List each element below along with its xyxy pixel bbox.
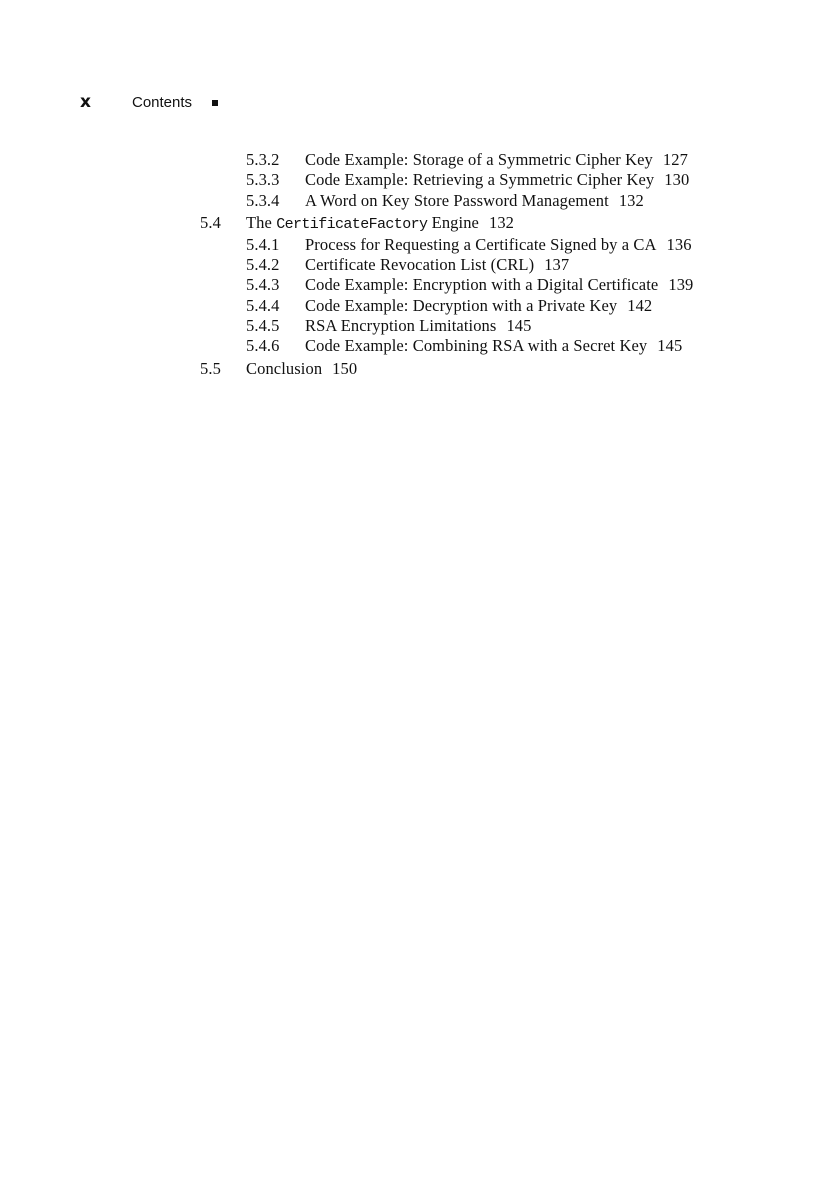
toc-entry-title: RSA Encryption Limitations [305,316,497,336]
toc-entry-title-suffix: Engine [427,212,479,232]
toc-entry-body [305,191,644,211]
toc-entry-number: 5.4.3 [246,275,280,295]
toc-entry-5-4-1 [0,235,840,255]
toc-entry-body [305,170,689,190]
toc-entry-title: Code Example: Storage of a Symmetric Cipher Key [305,150,653,169]
toc-entry-5-3-4 [0,191,840,211]
toc-entry-5-4-4 [0,296,840,316]
toc-entry-5-3-3 [0,170,840,190]
toc-entry-number: 5.5 [200,358,221,378]
page-number: x [80,92,91,112]
toc-entry-title: Certificate Revocation List (CRL) [305,255,535,275]
toc-entry-body [305,296,652,316]
toc-entry-body [305,275,693,295]
toc-entry-page: 132 [618,190,644,210]
toc-entry-number: 5.3.4 [246,190,280,210]
table-of-contents [0,150,840,381]
toc-entry-page: 132 [488,212,515,232]
toc-entry-page: 145 [506,316,532,336]
toc-entry-page: 142 [627,295,653,315]
toc-entry-5-4 [0,211,840,235]
toc-entry-5-4-5 [0,316,840,336]
toc-entry-body [305,235,692,255]
toc-entry-title: Code Example: Combining RSA with a Secret Key [305,336,648,356]
toc-entry-body [305,255,569,275]
toc-entry-number: 5.3.2 [246,150,280,169]
toc-entry-number: 5.4.5 [246,316,280,336]
toc-entry-title: A Word on Key Store Password Management [305,190,609,210]
toc-entry-title: Conclusion [246,358,323,378]
toc-entry-body [305,316,532,336]
toc-entry-page: 139 [668,275,694,295]
toc-entry-page: 130 [664,170,690,190]
toc-entry-body [246,357,357,381]
toc-entry-body [246,211,514,237]
toc-entry-body [305,150,688,170]
toc-entry-title: Code Example: Encryption with a Digital Certificate [305,275,659,295]
running-head-title: Contents [132,94,193,111]
toc-entry-number: 5.3.3 [246,170,280,190]
toc-entry-5-3-2 [0,150,840,170]
toc-entry-number: 5.4.6 [246,336,280,356]
toc-entry-5-5 [0,357,840,381]
toc-entry-number: 5.4.4 [246,295,280,315]
toc-entry-number: 5.4 [200,212,221,232]
toc-entry-number: 5.4.1 [246,234,280,254]
toc-entry-number: 5.4.2 [246,255,280,275]
toc-entry-title: Code Example: Decryption with a Private Key [305,295,618,315]
toc-entry-5-4-3 [0,275,840,295]
square-bullet-icon [212,100,218,106]
toc-entry-page: 145 [657,336,683,356]
toc-entry-5-4-6 [0,336,840,356]
toc-entry-title: Process for Requesting a Certificate Signed by a CA [305,234,657,254]
toc-entry-title-prefix: The [246,212,277,232]
toc-entry-title: Code Example: Retrieving a Symmetric Cipher Key [305,170,655,190]
toc-entry-page: 136 [666,234,692,254]
toc-entry-body [305,336,682,356]
toc-entry-page: 127 [662,150,688,169]
toc-entry-5-4-2 [0,255,840,275]
running-head [80,92,380,114]
toc-entry-page: 150 [332,358,358,378]
toc-entry-page: 137 [544,255,570,275]
toc-entry-title-code: CertificateFactory [276,215,428,233]
